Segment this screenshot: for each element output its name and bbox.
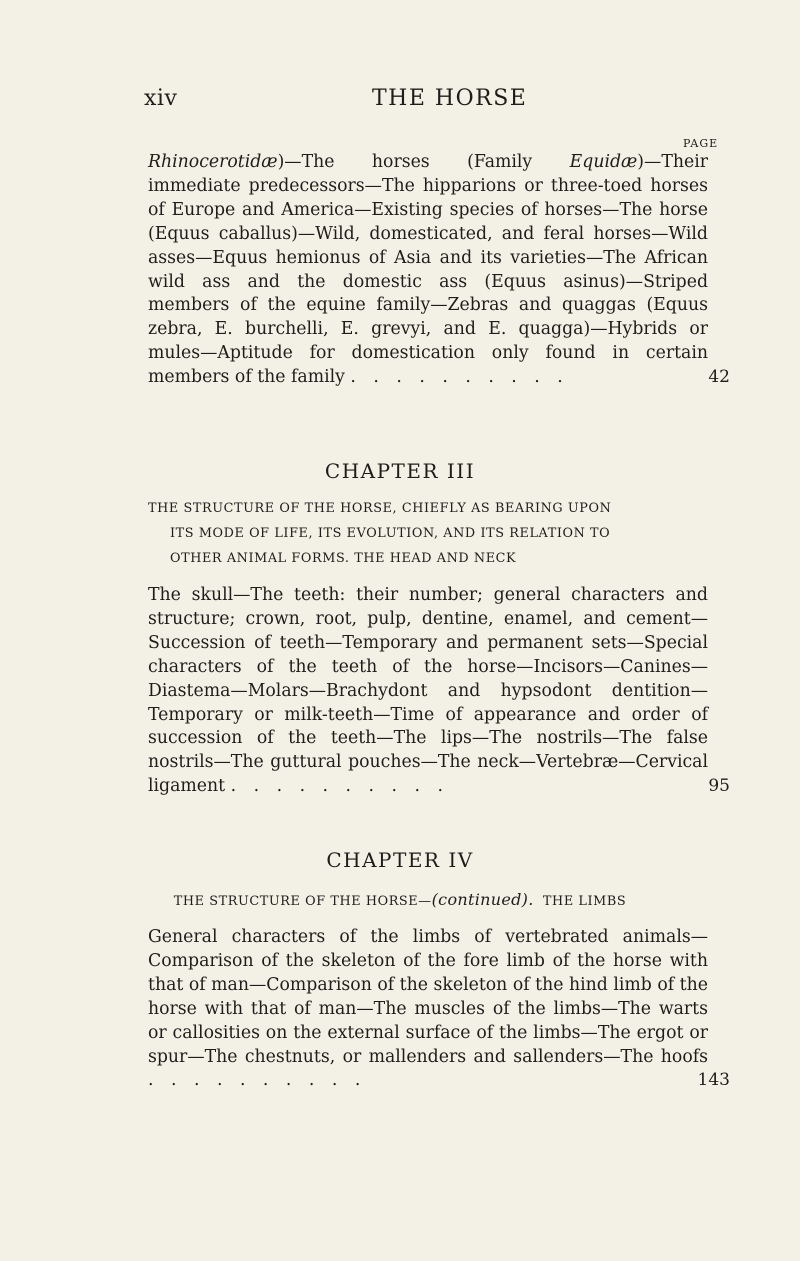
chapter-4-heading: CHAPTER IV [326,848,474,872]
chapter-4-subtitle-a: THE STRUCTURE OF THE HORSE— [173,894,432,909]
page-column-label: PAGE [683,137,719,150]
toc-entry-chapter-4 [148,926,730,1093]
chapter-4-subtitle-italic: (continued). [431,890,534,909]
chapter-3-subtitle [148,496,708,571]
page-folio: xiv [144,86,178,111]
toc-entry-chapter-2 [148,151,730,390]
dot-leader: . . . . . . . . . . [148,1070,367,1091]
running-head [0,86,800,116]
chapter-4-subtitle [0,890,800,909]
dot-leader: . . . . . . . . . . [350,367,569,388]
toc-entry-chapter-3 [148,584,730,799]
chapter-3-subtitle-line-3: OTHER ANIMAL FORMS. THE HEAD AND NECK [170,551,517,566]
chapter-3-subtitle-line-1: THE STRUCTURE OF THE HORSE, CHIEFLY AS BEARING UPON [148,501,612,516]
entry-text: The skull—The teeth: their number; general characters and structure; crown, root, pulp, dentine, enamel, and cement—Succession of teeth—Temporary and permanent sets—Special characters of the teeth of the horse—Incisors—Canines—Diastema—Molars—Brachydont and hypsodont dentition—Temporary or milk-teeth—Time of appearance and order of succession of the teeth—The lips—The nostrils—The false nostrils—The guttural pouches—The neck—Vertebræ—Cervical ligament [148,585,708,797]
entry-text: General characters of the limbs of vertebrated animals—Comparison of the skeleton of the fore limb of the horse with that of man—Comparison of the skeleton of the hind limb of the horse with that of man—The muscles of the limbs—The warts or callosities on the external surface of the limbs—The ergot or spur—The chestnuts, or mallenders and sallenders—The hoofs [148,927,708,1067]
page-number: 143 [697,1070,730,1091]
chapter-3-heading: CHAPTER III [324,459,476,483]
entry-text: )—The horses (Family [277,152,570,172]
dot-leader: . . . . . . . . . . [230,776,449,797]
running-title: THE HORSE [372,86,528,111]
entry-italic-family: Equidæ [569,152,638,172]
page-number: 42 [708,367,730,388]
chapter-4-subtitle-c: THE LIMBS [542,894,627,909]
chapter-3-subtitle-line-2: ITS MODE OF LIFE, ITS EVOLUTION, AND ITS RELATION TO [170,526,611,541]
page-number: 95 [708,776,730,797]
entry-text-rest: )—Their immediate predecessors—The hipparions or three-toed horses of Europe and America—Existing species of horses—The horse (Equus caballus)—Wild, domesticated, and feral horses—Wild asses—Equus hemionus of Asia and its varieties—The African wild ass and the domestic ass (Equus asinus)—Striped members of the equine family—Zebras and quaggas (Equus zebra, E. burchelli, E. grevyi, and E. quagga)—Hybrids or mules—Aptitude for domestication only found in certain members of the family [148,152,708,388]
entry-italic-lead: Rhinocerotidæ [148,152,278,172]
